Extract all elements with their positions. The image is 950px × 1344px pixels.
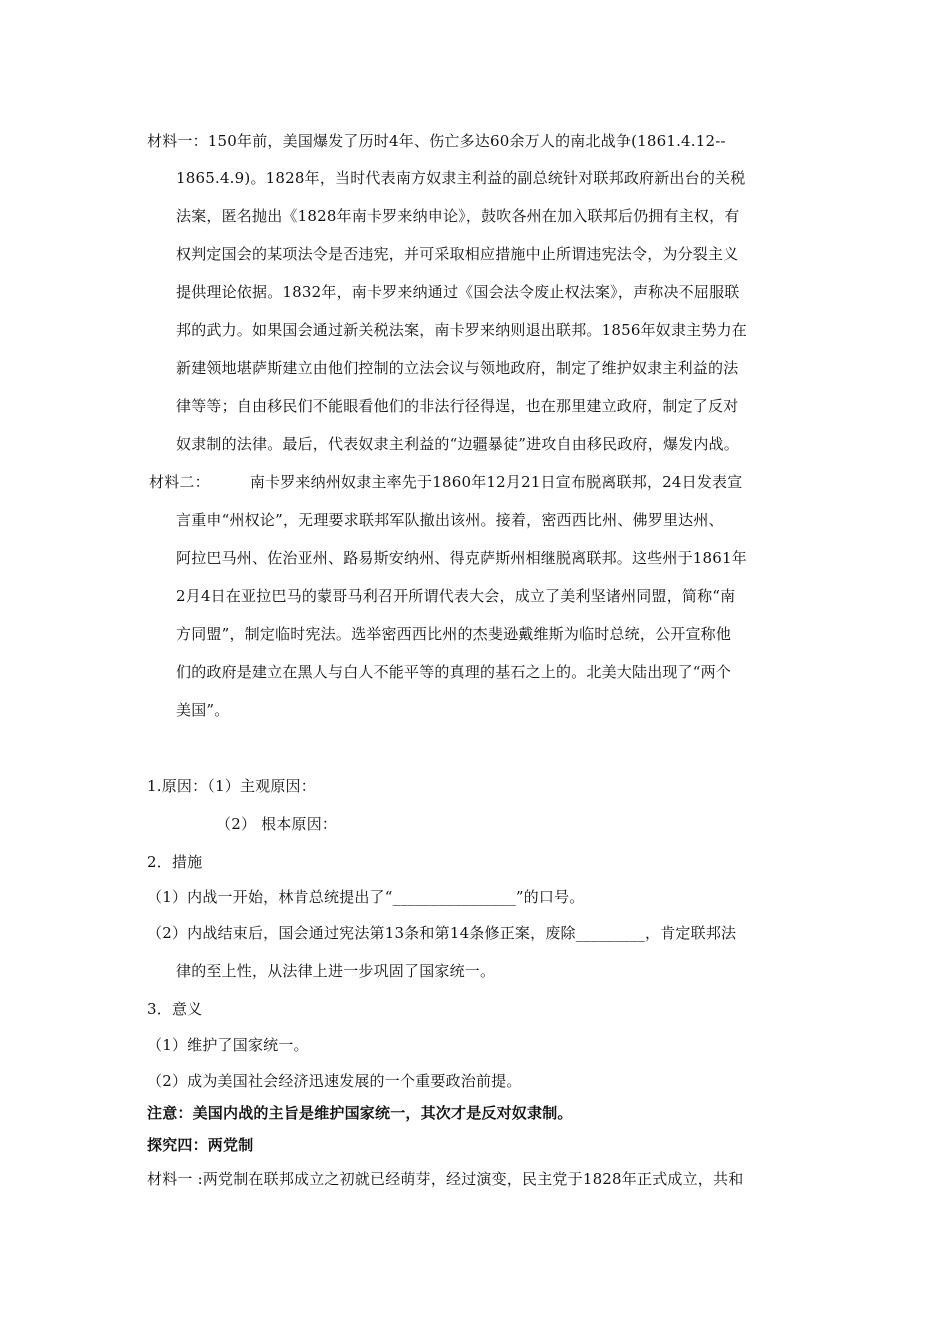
q1-heading: 1.原因：（1）主观原因： (147, 777, 316, 795)
material1-line-7: 新建领地堪萨斯建立由他们控制的立法会议与领地政府，制定了维护奴隶主利益的法 (176, 359, 739, 377)
material2-first-line (149, 472, 742, 492)
material1-line-4: 权判定国会的某项法令是否违宪，并可采取相应措施中止所谓违宪法令，为分裂主义 (176, 245, 739, 263)
material2-line-4: 2月4日在亚拉巴马的蒙哥马利召开所谓代表大会，成立了美利坚诸州同盟，简称“南 (176, 587, 736, 605)
material1-line-6: 邦的武力。如果国会通过新关税法案，南卡罗来纳则退出联邦。1856年奴隶主势力在 (176, 321, 747, 339)
note-text: 注意：美国内战的主旨是维护国家统一，其次才是反对奴隶制。 (147, 1104, 573, 1122)
q2-item-2-line-2: 律的至上性，从法律上进一步巩固了国家统一。 (176, 962, 496, 980)
material1-line-2: 1865.4.9)。1828年，当时代表南方奴隶主利益的副总统针对联邦政府新出台的关税 (176, 169, 746, 187)
material1-line-5: 提供理论依据。1832年，南卡罗来纳通过《国会法令废止权法案》，声称决不屈服联 (176, 283, 740, 301)
section4-material1: 材料一 :两党制在联邦成立之初就已经萌芽，经过演变，民主党于1828年正式成立，共和 (147, 1170, 744, 1188)
material1-line-8: 律等等；自由移民们不能眼看他们的非法行径得逞，也在那里建立政府，制定了反对 (176, 397, 739, 415)
q1-sub: （2） 根本原因： (216, 815, 338, 833)
material2-label: 材料二： (149, 473, 210, 491)
q2-item-2-line-1: （2）内战结束后，国会通过宪法第13条和第14条修正案，废除_________，肯定联邦法 (147, 924, 737, 942)
material2-line-7: 美国”。 (176, 701, 230, 719)
material2-line-6: 们的政府是建立在黑人与白人不能平等的真理的基石之上的。北美大陆出现了“两个 (176, 663, 732, 681)
material2-line-1: 南卡罗来纳州奴隶主率先于1860年12月21日宣布脱离联邦，24日发表宣 (249, 473, 743, 491)
q2-heading: 2．措施 (147, 853, 203, 871)
material2-line-5: 方同盟”，制定临时宪法。选举密西西比州的杰斐逊戴维斯为临时总统，公开宣称他 (176, 625, 732, 643)
material1-line-9: 奴隶制的法律。最后，代表奴隶主利益的“边疆暴徒”进攻自由移民政府，爆发内战。 (176, 435, 739, 453)
material1-line-1: 材料一：150年前，美国爆发了历时4年、伤亡多达60余万人的南北战争(1861.4.12-- (147, 132, 726, 150)
material2-line-2: 言重申“州权论”，无理要求联邦军队撤出该州。接着，密西西比州、佛罗里达州、 (176, 511, 724, 529)
material1-line-3: 法案，匿名抛出《1828年南卡罗来纳申论》，鼓吹各州在加入联邦后仍拥有主权，有 (176, 207, 740, 225)
q3-heading: 3．意义 (147, 1000, 203, 1018)
q3-item-2: （2）成为美国社会经济迅速发展的一个重要政治前提。 (147, 1072, 522, 1090)
q2-item-1: （1）内战一开始，林肯总统提出了“________________”的口号。 (147, 888, 585, 906)
q3-item-1: （1）维护了国家统一。 (147, 1036, 309, 1054)
material2-line-3: 阿拉巴马州、佐治亚州、路易斯安纳州、得克萨斯州相继脱离联邦。这些州于1861年 (176, 549, 747, 567)
section4-title: 探究四：两党制 (147, 1136, 254, 1154)
